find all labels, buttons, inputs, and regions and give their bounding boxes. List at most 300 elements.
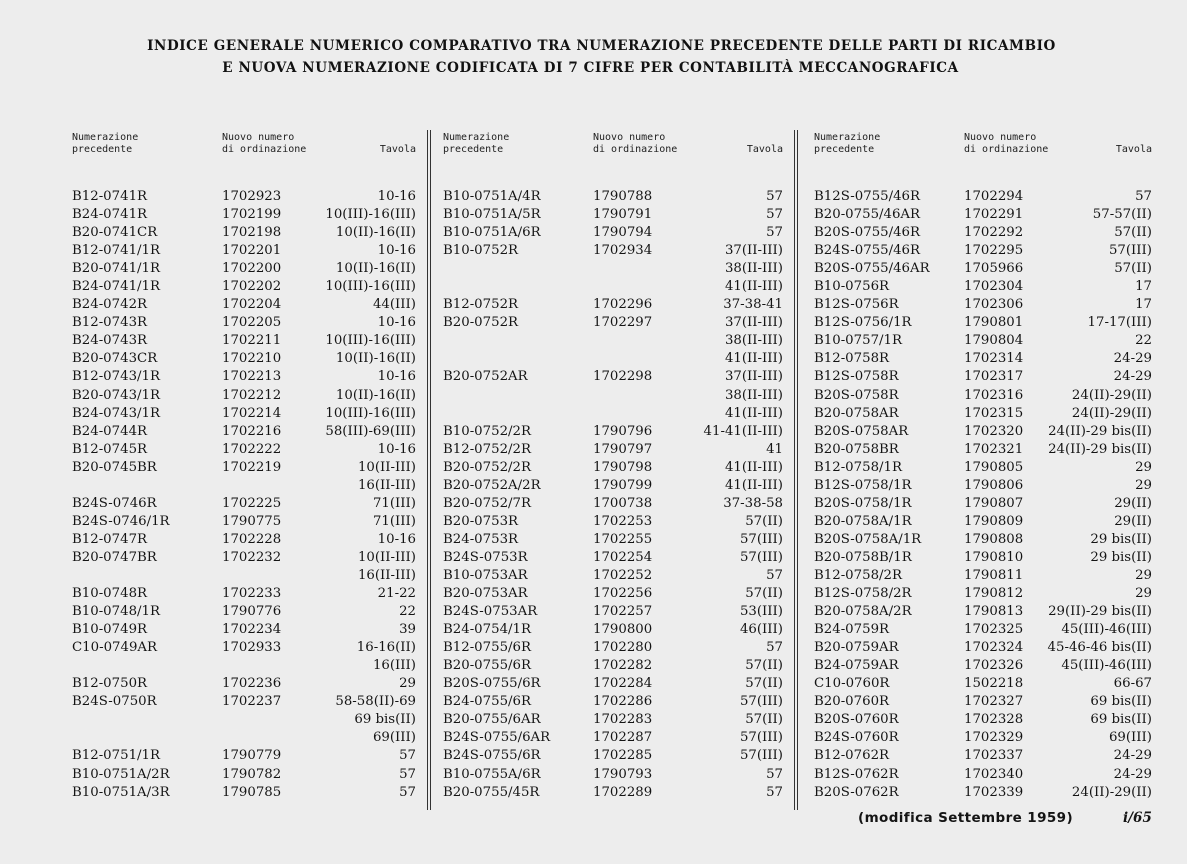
table-row [443,531,785,549]
order-number: 1702252 [593,567,653,583]
table-ref: 57(II) [745,712,783,728]
previous-number: B10-0748/1R [72,604,160,620]
table-row [443,675,785,693]
previous-number: B20-0741/1R [72,261,160,277]
table-row [72,531,418,549]
order-number: 1502218 [964,676,1024,692]
order-number: 1702934 [593,243,653,259]
table-ref: 57(II) [745,586,783,602]
table-ref: 29(II) [1114,495,1152,511]
table-ref: 57 [399,766,416,782]
table-row [814,296,1154,314]
table-row [814,549,1154,567]
order-number: 1790811 [964,567,1024,583]
order-number: 1790776 [222,604,282,620]
previous-number: B12-0741/1R [72,243,160,259]
table-ref: 57 [766,189,783,204]
table-row [814,639,1154,657]
previous-number: B20-0752A/2R [443,477,541,493]
table-ref: 29(II)-29 bis(II) [1048,604,1152,620]
table-ref: 69 bis(II) [1090,712,1152,728]
table-ref: 22 [1135,333,1152,349]
order-number: 1702198 [222,225,282,241]
table-row [443,495,785,513]
order-number: 1702236 [222,676,282,692]
table-ref: 17 [1135,297,1152,313]
previous-number: B24-0759AR [814,658,899,674]
previous-number: B24S-0753AR [443,604,538,620]
previous-number: B24-0753R [443,531,519,547]
table-ref: 57 [1135,189,1152,204]
previous-number: B20-0758AR [814,405,899,421]
order-number: 1702923 [222,189,282,204]
header-new-number: Nuovo numero di ordinazione [593,132,678,155]
previous-number: B20-0753R [443,513,519,529]
table-ref: 10(III)-16(III) [325,279,416,295]
page-number: i/65 [1123,810,1152,826]
order-number: 1702292 [964,225,1024,241]
table-ref: 57 [399,784,416,800]
table-ref: 10(II-III) [357,459,416,475]
previous-number: B24S-0746R [72,495,157,511]
order-number: 1702306 [964,297,1024,313]
table-ref: 44(III) [372,297,416,313]
table-row [814,350,1154,368]
table-ref: 29(II) [1114,513,1152,529]
table-row [72,495,418,513]
order-number: 1702289 [593,784,653,800]
table-ref: 10-16 [377,441,416,457]
table-row [443,350,785,368]
table-row [72,549,418,567]
previous-number: B12-0751/1R [72,748,160,764]
table-row [443,242,785,260]
table-row [72,441,418,459]
table-ref: 57(II) [745,513,783,529]
table-row [443,405,785,423]
order-number: 1790785 [222,784,282,800]
previous-number: B20-0747BR [72,549,157,565]
previous-number: B24S-0755/46R [814,243,921,259]
order-number: 1790810 [964,549,1024,565]
table-row [814,513,1154,531]
table-row [814,423,1154,441]
table-row [443,784,785,802]
title-line-1: INDICE GENERALE NUMERICO COMPARATIVO TRA NUMERAZIONE PRECEDENTE DELLE PARTI DI RICAMBIO [147,38,1056,54]
table-ref: 17-17(III) [1087,315,1152,331]
table-row [443,621,785,639]
table-row [443,278,785,296]
previous-number: B20S-0755/6R [443,676,541,692]
index-column-2 [443,128,785,818]
table-ref: 41-41(II-III) [703,423,783,439]
table-row [72,693,418,711]
table-row [814,784,1154,802]
table-row [72,639,418,657]
previous-number: B12-0758R [814,351,890,367]
order-number: 1702340 [964,766,1024,782]
table-row [814,314,1154,332]
table-ref: 10(II)-16(II) [335,261,416,277]
previous-number: B10-0752R [443,243,519,259]
previous-number: B20S-0758R [814,387,899,403]
previous-number: B20S-0758/1R [814,495,912,511]
table-ref: 45-46-46 bis(II) [1047,640,1152,656]
order-number: 1702316 [964,387,1024,403]
previous-number: B20-0753AR [443,586,528,602]
order-number: 1790779 [222,748,282,764]
order-number: 1702284 [593,676,653,692]
previous-number: B12-0741R [72,189,148,204]
table-row [72,242,418,260]
table-ref: 24(II)-29(II) [1071,784,1152,800]
table-ref: 57 [766,784,783,800]
table-ref: 69 bis(II) [1090,694,1152,710]
order-number: 1702285 [593,748,653,764]
previous-number: B20S-0760R [814,712,899,728]
order-number: 1702326 [964,658,1024,674]
table-ref: 16(II-III) [357,477,416,493]
table-row [814,675,1154,693]
order-number: 1702199 [222,207,282,223]
order-number: 1790805 [964,459,1024,475]
previous-number: B12S-0758/2R [814,586,912,602]
table-ref: 57 [766,640,783,656]
order-number: 1702321 [964,441,1024,457]
previous-number: B20-0755/6AR [443,712,541,728]
table-row [814,711,1154,729]
column-divider [794,130,798,810]
header-new-number: Nuovo numero di ordinazione [222,132,307,155]
table-row [443,423,785,441]
table-row [443,224,785,242]
previous-number: B24S-0753R [443,549,528,565]
previous-number: B20-0759AR [814,640,899,656]
order-number: 1702219 [222,459,282,475]
table-row [72,513,418,531]
previous-number: B20-0758A/2R [814,604,912,620]
order-number: 1702202 [222,279,282,295]
table-ref: 37(II-III) [724,369,783,385]
order-number: 1700738 [593,495,653,511]
previous-number: B20-0752/2R [443,459,531,475]
table-ref: 57(III) [739,748,783,764]
table-row [72,260,418,278]
table-ref: 41 [766,441,783,457]
table-row [814,495,1154,513]
index-column-3 [814,128,1154,818]
order-number: 1790791 [593,207,653,223]
table-row [72,405,418,423]
table-row [814,332,1154,350]
table-row [72,459,418,477]
table-ref: 57 [766,225,783,241]
table-ref: 37(II-III) [724,315,783,331]
table-row [72,224,418,242]
previous-number: B10-0757/1R [814,333,902,349]
previous-number: B24S-0750R [72,694,157,710]
previous-number: B12-0752/2R [443,441,531,457]
previous-number: B12S-0758/1R [814,477,912,493]
table-row [443,459,785,477]
order-number: 1702201 [222,243,282,259]
previous-number: B12S-0756/1R [814,315,912,331]
table-row [72,784,418,802]
table-row [72,477,418,495]
table-row [443,477,785,495]
order-number: 1790796 [593,423,653,439]
table-row [72,368,418,386]
order-number: 1702200 [222,261,282,277]
order-number: 1702294 [964,189,1024,204]
title-line-2: E NUOVA NUMERAZIONE CODIFICATA DI 7 CIFRE PER CONTABILITÀ MECCANOGRAFICA [222,60,959,76]
table-row [443,585,785,603]
order-number: 1702286 [593,694,653,710]
previous-number: B20-0743/1R [72,387,160,403]
previous-number: B10-0748R [72,586,148,602]
header-table: Tavola [1115,144,1152,155]
order-number: 1702216 [222,423,282,439]
table-ref: 24(II)-29(II) [1071,387,1152,403]
table-row [72,729,418,747]
table-row [443,639,785,657]
order-number: 1702237 [222,694,282,710]
order-number: 1790807 [964,495,1024,511]
order-number: 1702320 [964,423,1024,439]
table-ref: 71(III) [372,513,416,529]
table-row [443,260,785,278]
table-ref: 39 [399,622,416,638]
table-row [814,188,1154,206]
order-number: 1702314 [964,351,1024,367]
table-row [72,423,418,441]
table-row [443,513,785,531]
order-number: 1702228 [222,531,282,547]
table-row [814,567,1154,585]
table-ref: 38(II-III) [724,333,783,349]
table-row [814,459,1154,477]
previous-number: B24S-0755/6AR [443,730,551,746]
previous-number: C10-0760R [814,676,890,692]
table-row [443,188,785,206]
order-number: 1702214 [222,405,282,421]
order-number: 1702211 [222,333,282,349]
order-number: 1702213 [222,369,282,385]
table-row [814,621,1154,639]
table-ref: 37(II-III) [724,243,783,259]
table-ref: 17 [1135,279,1152,295]
order-number: 1702255 [593,531,653,547]
order-number: 1702324 [964,640,1024,656]
order-number: 1790813 [964,604,1024,620]
previous-number: B12-0743R [72,315,148,331]
order-number: 1790794 [593,225,653,241]
table-row [443,441,785,459]
index-rows [443,188,785,802]
table-row [814,477,1154,495]
table-ref: 24-29 [1113,766,1152,782]
table-ref: 57(III) [739,531,783,547]
previous-number: B10-0752/2R [443,423,531,439]
table-row [443,603,785,621]
previous-number: B20-0755/6R [443,658,531,674]
order-number: 1702296 [593,297,653,313]
previous-number: B12-0743/1R [72,369,160,385]
table-ref: 37-38-58 [723,495,783,511]
table-row [814,278,1154,296]
index-column-1 [72,128,418,818]
previous-number: B20-0741CR [72,225,158,241]
previous-number: B20-0745BR [72,459,157,475]
table-ref: 41(II-III) [724,477,783,493]
order-number: 1790799 [593,477,653,493]
table-row [443,567,785,585]
previous-number: B10-0751A/3R [72,784,170,800]
previous-number: B20-0755/45R [443,784,540,800]
previous-number: B20-0752/7R [443,495,531,511]
table-row [443,657,785,675]
previous-number: B12-0758/1R [814,459,902,475]
table-row [814,729,1154,747]
table-row [814,693,1154,711]
table-row [72,188,418,206]
table-ref: 57 [399,748,416,764]
previous-number: B24-0759R [814,622,890,638]
previous-number: B24S-0746/1R [72,513,170,529]
table-ref: 10-16 [377,315,416,331]
table-row [72,350,418,368]
header-previous-number: Numerazione precedente [814,132,881,155]
previous-number: B20-0755/46AR [814,207,921,223]
table-ref: 29 [1135,567,1152,583]
table-ref: 29 [1135,586,1152,602]
table-row [814,260,1154,278]
previous-number: B12-0747R [72,531,148,547]
table-row [72,278,418,296]
table-ref: 10(II)-16(II) [335,225,416,241]
table-row [814,368,1154,386]
table-ref: 10-16 [377,369,416,385]
previous-number: B20S-0762R [814,784,899,800]
revision-note: (modifica Settembre 1959) [858,810,1074,826]
table-ref: 57(III) [739,694,783,710]
column-divider [427,130,431,810]
table-ref: 57(III) [1108,243,1152,259]
order-number: 1790804 [964,333,1024,349]
table-row [72,657,418,675]
order-number: 1702297 [593,315,653,331]
previous-number: B12-0758/2R [814,567,902,583]
previous-number: B24-0744R [72,423,148,439]
table-ref: 57(II) [1114,261,1152,277]
order-number: 1702315 [964,405,1024,421]
header-table: Tavola [746,144,783,155]
table-row [443,711,785,729]
table-row [814,224,1154,242]
order-number: 1702253 [593,513,653,529]
table-row [443,387,785,405]
table-row [814,585,1154,603]
order-number: 1790812 [964,586,1024,602]
order-number: 1790800 [593,622,653,638]
order-number: 1702254 [593,549,653,565]
table-row [443,729,785,747]
table-ref: 24(II)-29 bis(II) [1048,423,1152,439]
table-row [72,675,418,693]
table-row [814,206,1154,224]
table-ref: 10(II)-16(II) [335,351,416,367]
header-new-number: Nuovo numero di ordinazione [964,132,1049,155]
table-row [814,766,1154,784]
order-number: 1790793 [593,766,653,782]
previous-number: B10-0751A/5R [443,207,541,223]
order-number: 1702328 [964,712,1024,728]
table-ref: 41(II-III) [724,279,783,295]
table-row [814,657,1154,675]
table-ref: 10(III)-16(III) [325,333,416,349]
table-ref: 57 [766,766,783,782]
previous-number: B10-0751A/6R [443,225,541,241]
order-number: 1702232 [222,549,282,565]
table-row [443,314,785,332]
table-ref: 24-29 [1113,369,1152,385]
previous-number: B10-0756R [814,279,890,295]
header-table: Tavola [379,144,416,155]
table-ref: 57 [766,567,783,583]
table-row [72,332,418,350]
table-row [72,296,418,314]
table-row [72,567,418,585]
table-ref: 57(II) [1114,225,1152,241]
order-number: 1702287 [593,730,653,746]
table-row [72,603,418,621]
table-ref: 16(III) [372,658,416,674]
table-ref: 53(III) [739,604,783,620]
index-rows [72,188,418,802]
table-row [72,585,418,603]
previous-number: B10-0751A/2R [72,766,170,782]
table-ref: 58(III)-69(III) [325,423,416,439]
order-number: 1790788 [593,189,653,204]
table-ref: 38(II-III) [724,387,783,403]
previous-number: B24-0741R [72,207,148,223]
order-number: 1702298 [593,369,653,385]
table-ref: 69(III) [372,730,416,746]
header-previous-number: Numerazione precedente [443,132,510,155]
table-row [814,441,1154,459]
table-ref: 16-16(II) [356,640,416,656]
previous-number: B20S-0758AR [814,423,909,439]
order-number: 1790798 [593,459,653,475]
table-ref: 57(III) [739,549,783,565]
previous-number: B10-0755A/6R [443,766,541,782]
previous-number: B20-0758B/1R [814,549,912,565]
order-number: 1702337 [964,748,1024,764]
order-number: 1702325 [964,622,1024,638]
order-number: 1702210 [222,351,282,367]
previous-number: B24-0743/1R [72,405,160,421]
table-row [72,711,418,729]
previous-number: B10-0751A/4R [443,189,541,204]
table-ref: 41(II-III) [724,405,783,421]
order-number: 1702205 [222,315,282,331]
table-ref: 69(III) [1108,730,1152,746]
order-number: 1702291 [964,207,1024,223]
table-ref: 45(III)-46(III) [1061,622,1152,638]
previous-number: B24S-0755/6R [443,748,541,764]
table-ref: 37-38-41 [723,297,783,313]
table-ref: 58-58(II)-69 [335,694,416,710]
